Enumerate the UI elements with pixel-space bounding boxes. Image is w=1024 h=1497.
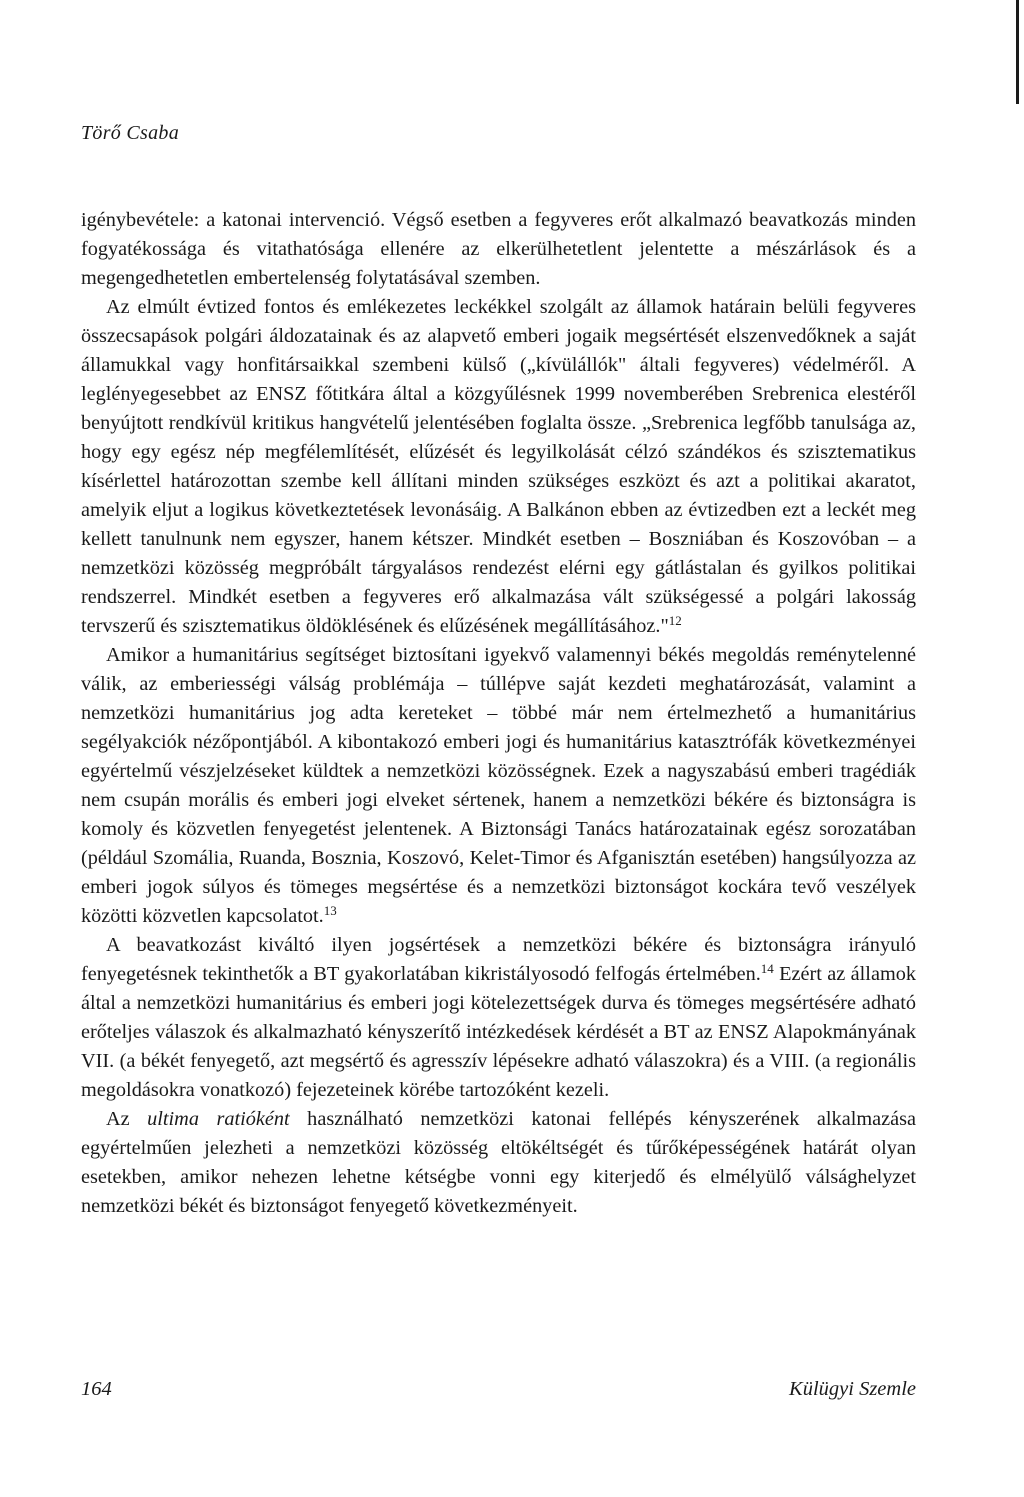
page-number: 164 — [81, 1378, 112, 1400]
page-footer — [81, 1378, 916, 1408]
footnote-reference[interactable]: 13 — [323, 902, 337, 918]
paragraph-text: Az elmúlt évtized fontos és emlékezetes leckékkel szolgált az államok határain belüli fegyveres összecsapások polgári áldozatainak és az alapvető emberi jogaik megsértését elszenvedőknek a saját államukkal vagy honfitársaikkal szembeni külső („kívülállók" általi fegyveres) védelméről. A leglényegesebbet az ENSZ főtitkára által a közgyűlésnek 1999 novemberében Srebrenica elestéről benyújtott rendkívül kritikus hangvételű jelentésében foglalta össze. „Srebrenica legfőbb tanulsága az, hogy egy egész nép megfélemlítését, elűzését és legyilkolását célzó szándékos és szisztematikus kísérlettel határozottan szembe kell állítani minden szükséges eszközt és azt a politikai akaratot, amelyik eljut a logikus következtetések levonásáig. A Balkánon ebben az évtizedben ezt a leckét meg kellett tanulnunk nem egyszer, hanem kétszer. Mindkét esetben – Boszniában és Koszovóban – a nemzetközi közösség megpróbált tárgyalásos rendezést elérni egy gátlástalan és gyilkos politikai rendszerrel. Mindkét esetben a fegyveres erő alkalmazása vált szükségessé a polgári lakosság tervszerű és szisztematikus öldöklésének és elűzésének megállításához." — [81, 296, 916, 637]
journal-title: Külügyi Szemle — [789, 1378, 916, 1400]
paragraph — [81, 931, 916, 1105]
paragraph-text: Az — [106, 1108, 148, 1130]
paragraph-text: igénybevétele: a katonai intervenció. Végső esetben a fegyveres erőt alkalmazó beavatkozás minden fogyatékossága és vitathatósága ellenére az elkerülhetetlent jelentette a mészárlások és a megengedhetetlen embertelenség folytatásával szemben. — [81, 209, 916, 289]
paragraph — [81, 641, 916, 931]
body-text — [81, 206, 916, 1221]
paragraph — [81, 1105, 916, 1221]
paragraph-text: Ezért az államok által a nemzetközi humanitárius és emberi jogi kötelezettségek durva és tömeges megsértésére adható erőteljes válaszok és alkalmazható kényszerítő intézkedések kérdését a BT az ENSZ Alapokmányának VII. (a békét fenyegető, azt megsértő és agresszív lépésekre adható válaszokra) és a VIII. (a regionális megoldásokra vonatkozó) fejezeteinek körébe tartozóként kezeli. — [81, 963, 916, 1101]
paragraph — [81, 206, 916, 293]
paragraph-text: Amikor a humanitárius segítséget biztosítani igyekvő valamennyi békés megoldás reménytelenné válik, az emberiességi válság problémája – túllépve saját kezdeti meghatározását, valamint a nemzetközi humanitárius jog adta kereteket – többé már nem értelmezhető a humanitárius segélyakciók nézőpontjából. A kibontakozó emberi jogi és humanitárius katasztrófák következményei egyértelmű vészjelzéseket küldtek a nemzetközi közösségnek. Ezek a nagyszabású emberi tragédiák nem csupán morális és emberi jogi elveket sértenek, hanem a nemzetközi békére és biztonságra is komoly és közvetlen fenyegetést jelentenek. A Biztonsági Tanács határozatainak egész sorozatában (például Szomália, Ruanda, Bosznia, Koszovó, Kelet-Timor és Afganisztán esetében) hangsúlyozza az emberi jogok súlyos és tömeges megsértése és a nemzetközi biztonságot kockára tevő veszélyek közötti közvetlen kapcsolatot. — [81, 644, 916, 927]
page-edge-rule — [1016, 0, 1019, 104]
running-head: Törő Csaba — [81, 122, 180, 144]
paragraph-text: A beavatkozást kiváltó ilyen jogsértések a nemzetközi békére és biztonságra irányuló fenyegetésnek tekinthetők a BT gyakorlatában kikristályosodó felfogás értelmében. — [81, 934, 916, 985]
paragraph-text: használható nemzetközi katonai fellépés kényszerének alkalmazása egyértelműen jelezheti a nemzetközi közösség eltökéltségét és tűrőképességének határát olyan esetekben, amikor nehezen lehetne kétségbe vonni egy kiterjedő és elmélyülő válsághelyzet nemzetközi békét és biztonságot fenyegető következményeit. — [81, 1108, 917, 1217]
footnote-reference[interactable]: 12 — [668, 612, 682, 628]
footnote-reference[interactable]: 14 — [760, 960, 774, 976]
paragraph — [81, 293, 916, 641]
italic-term: ultima ratióként — [147, 1108, 290, 1130]
